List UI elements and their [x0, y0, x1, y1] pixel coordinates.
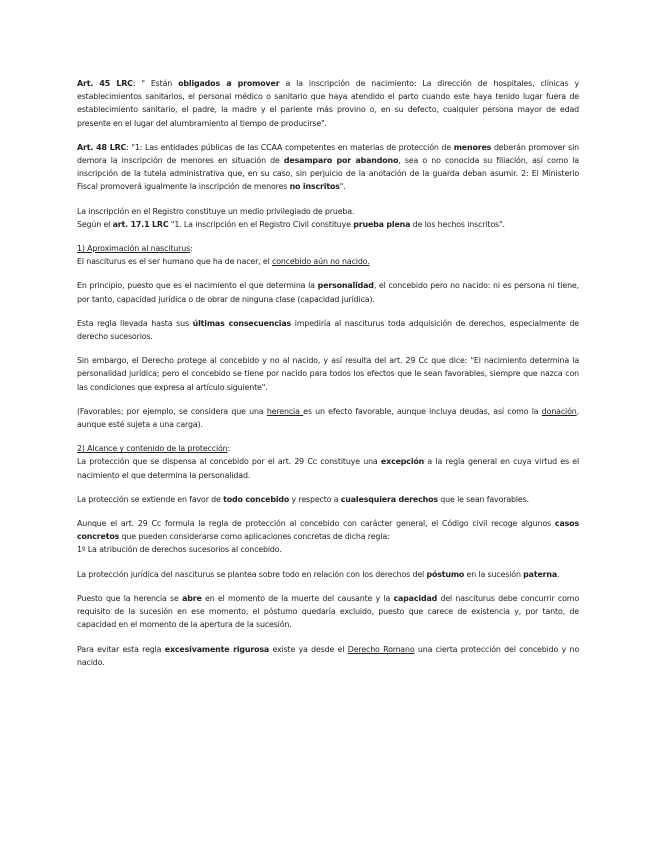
paragraph [77, 405, 579, 431]
text-run: de los hechos inscritos". [410, 219, 505, 229]
underlined-text: Derecho Romano [347, 644, 415, 654]
paragraph [77, 493, 579, 506]
text-run: una cierta protección del concebido y no nacido. [77, 644, 579, 667]
bold-text: últimas consecuencias [192, 318, 292, 328]
bold-text: Art. 45 LRC [77, 79, 133, 88]
bold-text: póstumo [426, 569, 465, 579]
bold-text: Art. 48 LRC [77, 142, 127, 152]
paragraph [77, 442, 579, 455]
text-run: El nasciturus es el ser humano que ha de nacer, el [77, 257, 273, 267]
text-run: La protección que se dispensa al concebido por el art. 29 Cc constituye una [77, 457, 381, 467]
text-run: La protección se extiende en favor de [77, 494, 224, 504]
text-run: 1º La atribución de derechos sucesorios al concebido. [77, 545, 282, 555]
paragraph [77, 643, 579, 669]
paragraph [77, 218, 579, 231]
bold-text: paterna [523, 569, 558, 579]
text-run: y respecto a [289, 494, 341, 504]
paragraph [77, 455, 579, 481]
text-run: "1. La inscripción en el Registro Civil constituye [168, 219, 354, 229]
paragraph [77, 242, 579, 255]
text-run: impediría al nasciturus toda adquisición de derechos, especialmente de derecho sucesorios. [77, 318, 580, 342]
bold-text: menores [453, 142, 492, 152]
paragraph [77, 255, 579, 268]
bold-text: excesivamente rigurosa [164, 644, 270, 654]
bold-text: personalidad [317, 281, 374, 291]
text-run: existe ya desde el [269, 644, 348, 654]
text-run: La inscripción en el Registro constituye un medio privilegiado de prueba. [77, 206, 355, 216]
text-run: en la sucesión [464, 569, 524, 579]
text-run: en el momento de la muerte del causante y la [201, 593, 394, 603]
bold-text: cualesquiera derechos [340, 494, 438, 504]
text-run: que le sean favorables. [437, 494, 529, 504]
bold-text: art. 17.1 LRC [112, 219, 169, 229]
text-run: deberán promover sin demora la inscripción de menores en situación de [77, 142, 579, 166]
bold-text: abre [182, 593, 202, 603]
text-run: , el concebido pero no nacido: ni es persona ni tiene, por tanto, capacidad jurídica o de obrar de ninguna clase (capacidad jurídica). [77, 281, 579, 304]
bold-text: desamparo por abandono [283, 156, 399, 166]
paragraph [77, 205, 579, 218]
paragraph [77, 592, 579, 632]
paragraph [77, 354, 579, 394]
underlined-text: donación [541, 406, 577, 416]
bold-text: no inscritos [289, 182, 340, 192]
text-run: Sin embargo, el Derecho protege al concebido y no al nacido, y así resulta del art. 29 Cc que dice: "El nacimiento determina la personalidad jurídica; pero el concebido se tiene por nacido para todos los efectos que le sean favorables, siempre que nazca con las condiciones que expresa al artículo siguiente". [77, 356, 579, 392]
document-body [77, 77, 579, 669]
text-run: es un efecto favorable, aunque incluya deudas, así como la [303, 406, 542, 416]
bold-text: excepción [380, 457, 425, 467]
paragraph [77, 568, 579, 581]
text-run: , aunque esté sujeta a una carga). [77, 406, 579, 430]
text-run: ". [339, 182, 346, 192]
bold-text: todo concebido [223, 494, 290, 504]
text-run: En principio, puesto que es el nacimiento el que determina la [77, 281, 318, 291]
text-run: : " Están [132, 79, 179, 88]
paragraph [77, 77, 579, 130]
bold-text: capacidad [393, 593, 438, 603]
text-run: : [227, 444, 231, 454]
text-run: (Favorables; por ejemplo, se considera que una [77, 406, 267, 416]
underlined-text: 2) Alcance y contenido de la protección [77, 444, 228, 454]
bold-text: obligados a promover [178, 79, 280, 88]
text-run: Esta regla llevada hasta sus [77, 318, 193, 328]
text-run: La protección jurídica del nasciturus se plantea sobre todo en relación con los derechos del [77, 569, 427, 579]
text-run: : "1: Las entidades públicas de las CCAA competentes en materias de protección de [126, 142, 454, 152]
text-run: : [190, 244, 193, 254]
text-run: a la regla general en cuya virtud es el nacimiento el que determina la personalidad. [77, 457, 579, 480]
paragraph [77, 543, 579, 556]
text-run: Según el [77, 219, 113, 229]
text-run: Puesto que la herencia se [77, 593, 183, 603]
underlined-text: 1) Aproximación al nasciturus [77, 244, 191, 254]
paragraph [77, 317, 579, 343]
text-run: del nasciturus debe concurrir como requisito de la sucesión en ese momento, el póstumo quedaría excluido, puesto que carece de existencia y, por tanto, de capacidad en el momento de la apertura de la sucesión. [77, 593, 579, 630]
text-run: , sea o no conocida su filiación, así como la inscripción de la tutela administrativa que, en su caso, sin perjuicio de la anotación de la guarda deban asumir. 2: El Ministerio Fiscal promoverá igualmente la inscripción de menores [77, 156, 579, 192]
underlined-text: herencia [266, 406, 304, 416]
bold-text: prueba plena [353, 219, 411, 229]
bold-text: casos concretos [77, 519, 579, 542]
paragraph [77, 517, 579, 543]
text-run: . [557, 569, 560, 579]
paragraph [77, 279, 579, 305]
text-run: a la inscripción de nacimiento: La dirección de hospitales, clínicas y establecimientos sanitarios, el personal médico o sanitario que haya atendido el parto cuando este haya tenido lugar fuera de establecimiento sanitario, el padre, la madre y el pariente más provino o, en su defecto, cualquier persona mayor de edad presente en el lugar del alumbramiento al tiempo de producirse". [77, 79, 579, 128]
text-run: que pueden considerarse como aplicaciones concretas de dicha regla: [119, 532, 390, 542]
text-run: Para evitar esta regla [77, 644, 165, 654]
paragraph [77, 141, 579, 194]
underlined-text: concebido aún no nacido. [272, 257, 370, 267]
text-run: Aunque el art. 29 Cc formula la regla de protección al concebido con carácter general, el Código civil recoge algunos [77, 519, 555, 529]
